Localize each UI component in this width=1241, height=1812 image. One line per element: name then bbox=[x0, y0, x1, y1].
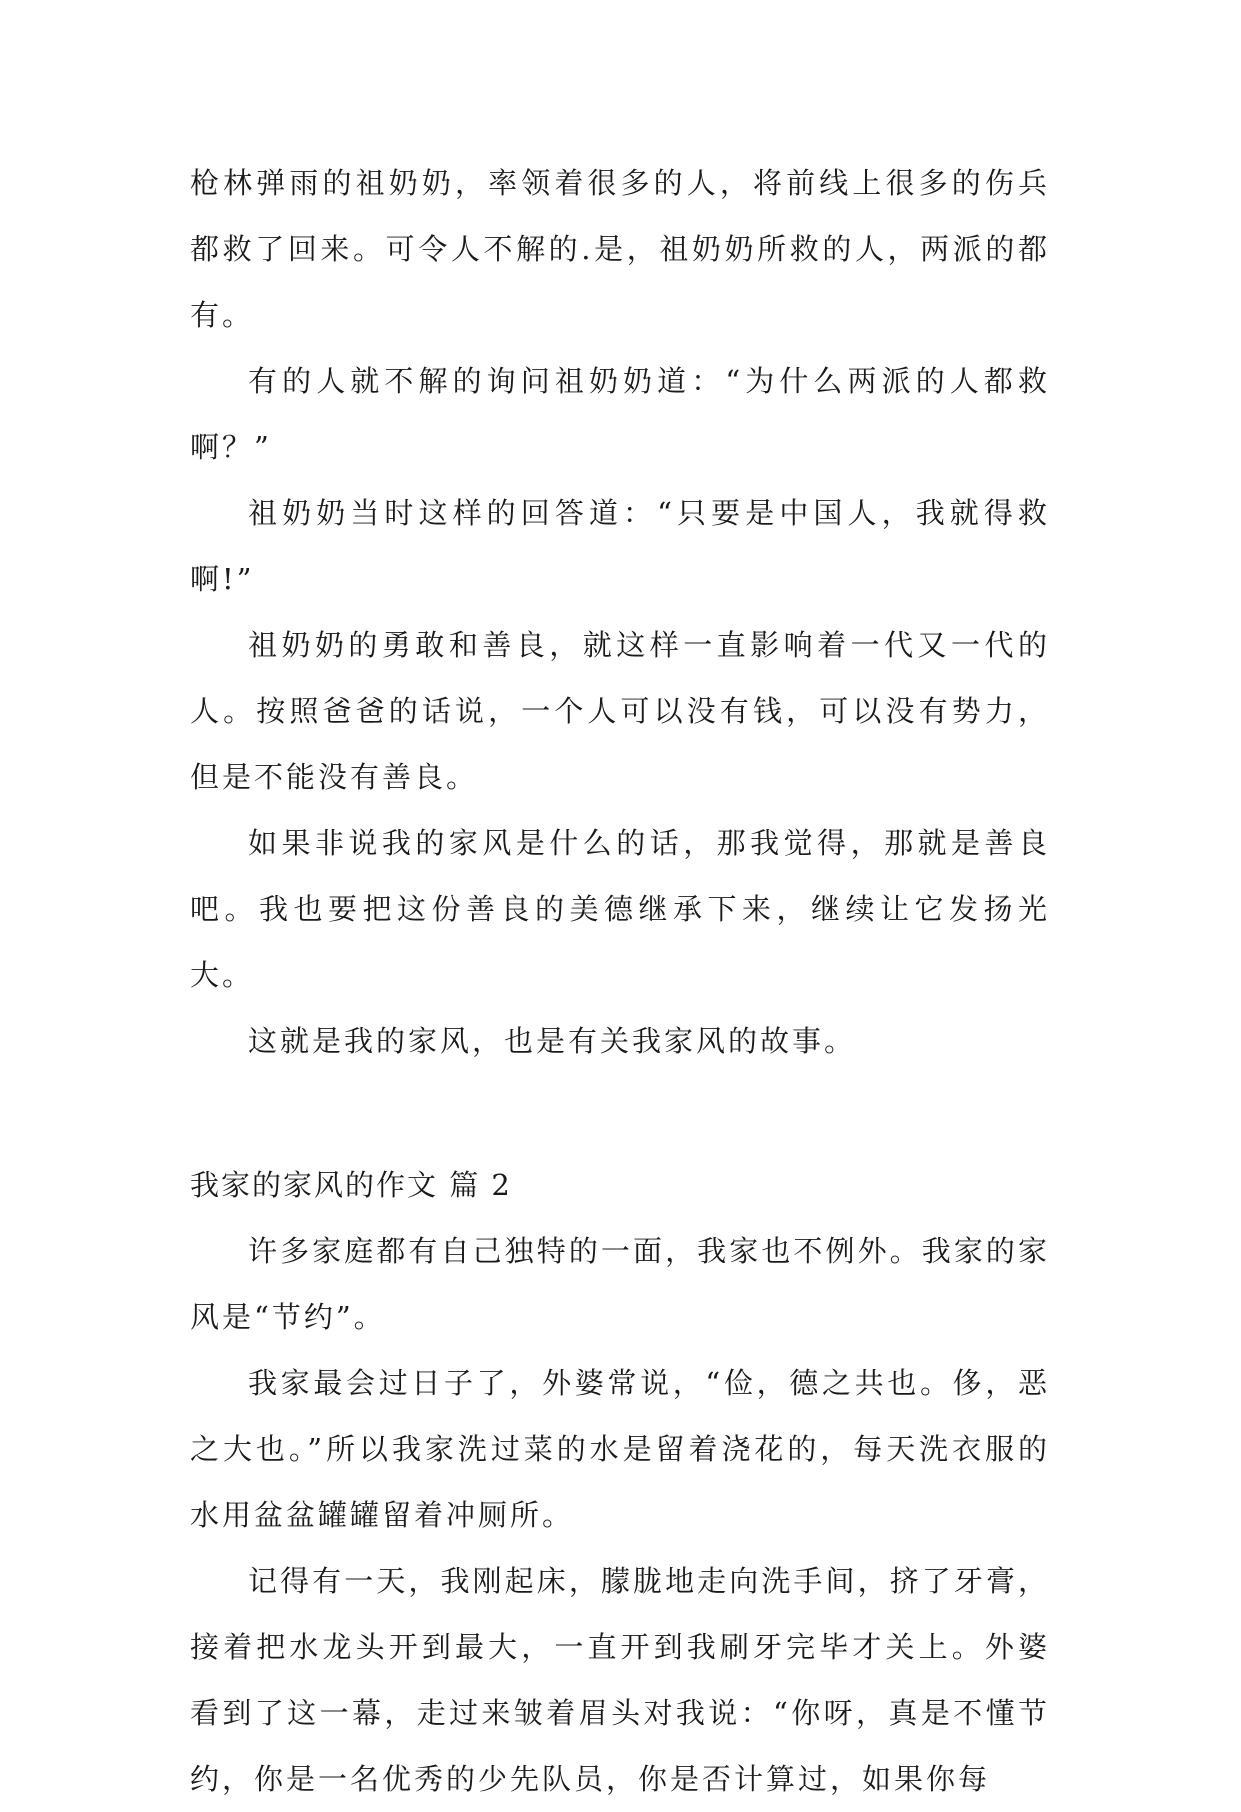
paragraph-continued: 枪林弹雨的祖奶奶，率领着很多的人，将前线上很多的伤兵都救了回来。可令人不解的.是，祖奶奶所救的人，两派的都有。 bbox=[190, 166, 1050, 332]
document-page bbox=[190, 150, 1050, 1812]
paragraph: 祖奶奶的勇敢和善良，就这样一直影响着一代又一代的人。按照爸爸的话说，一个人可以没有钱，可以没有势力，但是不能没有善良。 bbox=[190, 628, 1050, 794]
paragraph: 记得有一天，我刚起床，朦胧地走向洗手间，挤了牙膏，接着把水龙头开到最大，一直开到我刷牙完毕才关上。外婆看到了这一幕，走过来皱着眉头对我说：“你呀，真是不懂节约，你是一名优秀的少先队员，你是否计算过，如果你每 bbox=[190, 1564, 1050, 1796]
paragraph: 祖奶奶当时这样的回答道：“只要是中国人，我就得救啊!” bbox=[190, 496, 1050, 596]
paragraph: 这就是我的家风，也是有关我家风的故事。 bbox=[248, 1024, 857, 1058]
section-heading: 我家的家风的作文 篇 2 bbox=[190, 1168, 512, 1202]
paragraph: 如果非说我的家风是什么的话，那我觉得，那就是善良吧。我也要把这份善良的美德继承下来，继续让它发扬光大。 bbox=[190, 826, 1050, 992]
paragraph: 有的人就不解的询问祖奶奶道：“为什么两派的人都救啊？” bbox=[190, 364, 1050, 464]
paragraph: 许多家庭都有自己独特的一面，我家也不例外。我家的家风是“节约”。 bbox=[190, 1234, 1050, 1334]
paragraph: 我家最会过日子了，外婆常说，“俭，德之共也。侈，恶之大也。”所以我家洗过菜的水是留着浇花的，每天洗衣服的水用盆盆罐罐留着冲厕所。 bbox=[190, 1366, 1050, 1532]
